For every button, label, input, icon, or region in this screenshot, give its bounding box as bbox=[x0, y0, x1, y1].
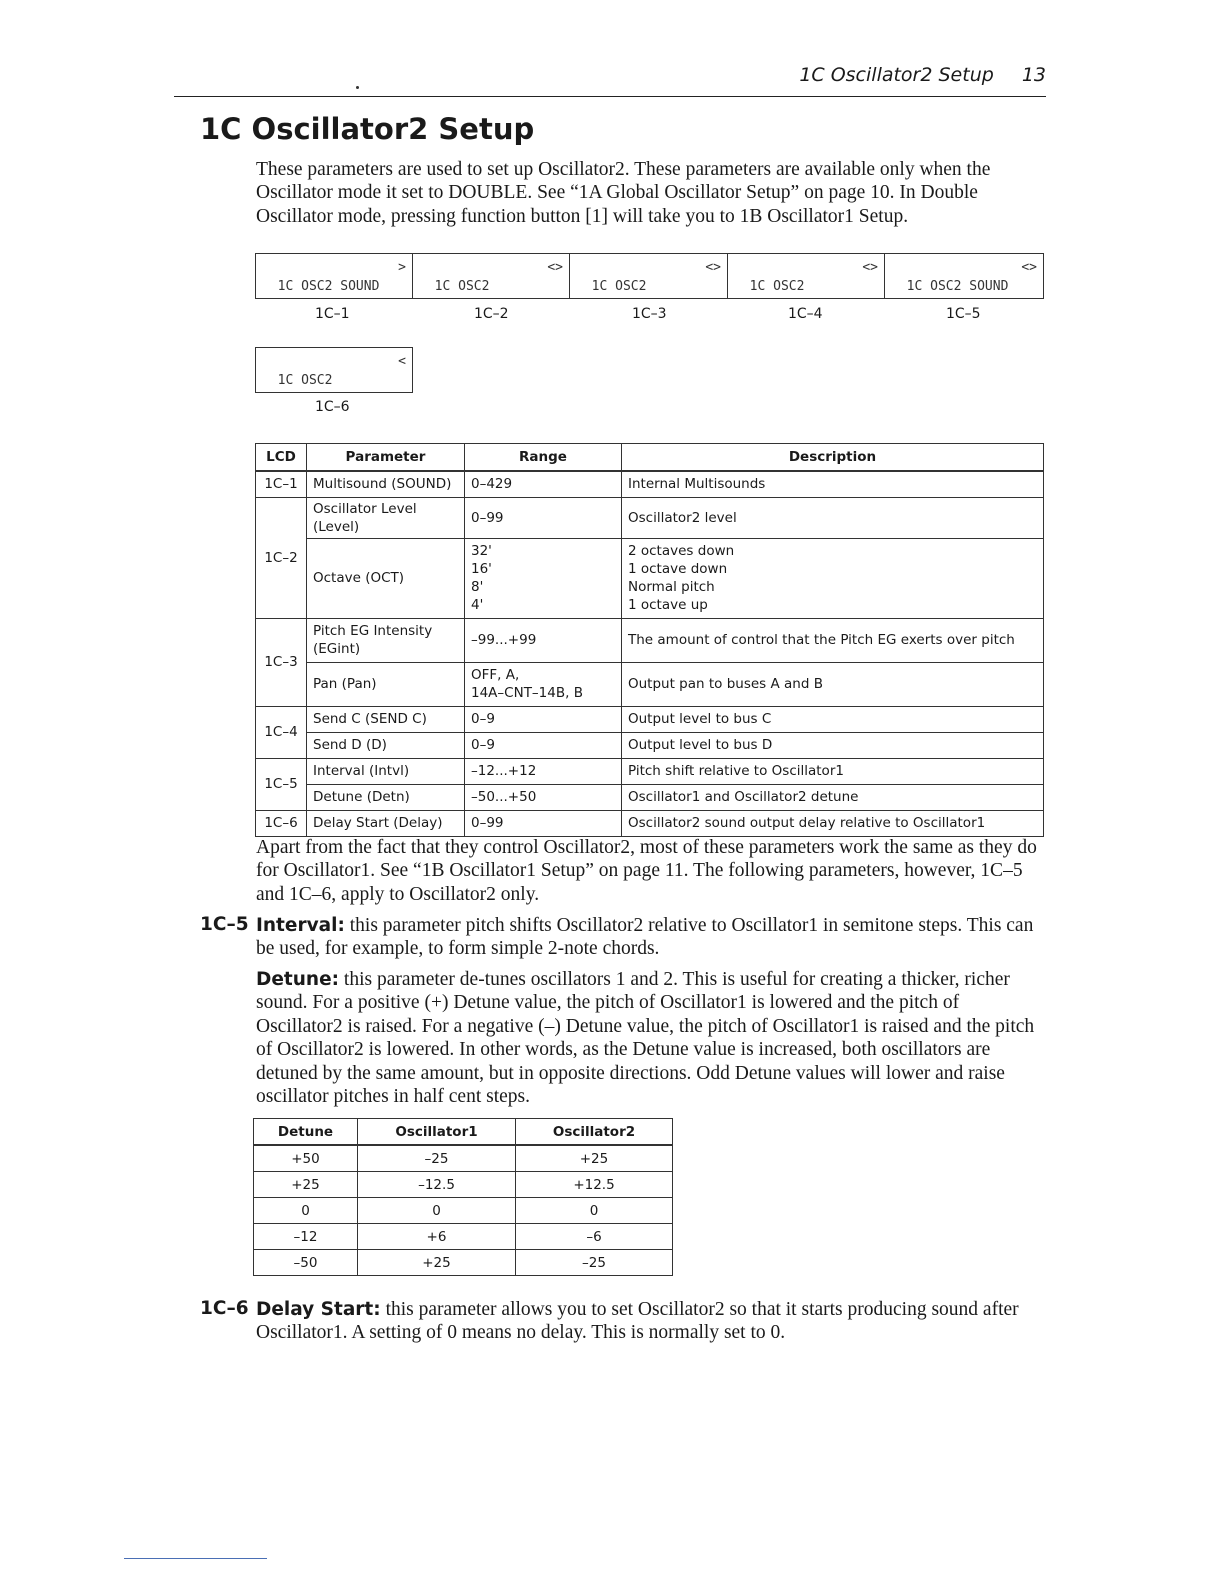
delay-paragraph bbox=[256, 1298, 1046, 1345]
lcd-line-2 bbox=[262, 392, 325, 393]
parameter-cell: Oscillator Level (Level) bbox=[307, 497, 465, 538]
table-row bbox=[256, 497, 1044, 538]
description-cell: Oscillator2 level bbox=[622, 497, 1044, 538]
lcd-arrow: <> bbox=[705, 260, 721, 275]
table-row bbox=[254, 1172, 673, 1198]
oscillator2-cell: +12.5 bbox=[516, 1172, 673, 1198]
range-cell: 0–9 bbox=[465, 706, 622, 732]
parameter-cell: Delay Start (Delay) bbox=[307, 810, 465, 836]
oscillator1-cell: +25 bbox=[358, 1250, 516, 1276]
delay-text: this parameter allows you to set Oscillator2 so that it starts producing sound after Oscillator1. A setting of 0 means no delay. This is normally set to 0. bbox=[256, 1299, 1019, 1344]
parameter-cell: Multisound (SOUND) bbox=[307, 471, 465, 497]
lcd-caption-1: 1C–1 bbox=[315, 306, 350, 322]
range-cell: –12...+12 bbox=[465, 758, 622, 784]
description-cell: Output level to bus D bbox=[622, 732, 1044, 758]
range-cell bbox=[465, 538, 622, 618]
parameter-cell: Send D (D) bbox=[307, 732, 465, 758]
detune-cell: 0 bbox=[254, 1198, 358, 1224]
lcd-caption-5: 1C–5 bbox=[946, 306, 981, 322]
lcd-arrow: <> bbox=[1021, 260, 1037, 275]
lcd-display-5 bbox=[884, 253, 1044, 299]
table-row bbox=[256, 618, 1044, 662]
lcd-line-2 bbox=[419, 298, 536, 299]
column-header: Parameter bbox=[307, 444, 465, 472]
lcd-arrow: < bbox=[398, 354, 406, 369]
lcd-line-1: 1C OSC2 bbox=[277, 373, 333, 388]
oscillator2-cell: +25 bbox=[516, 1145, 673, 1172]
page-number: 13 bbox=[1021, 64, 1046, 86]
oscillator2-cell: –25 bbox=[516, 1250, 673, 1276]
description-line: Normal pitch bbox=[628, 579, 715, 595]
parameter-table bbox=[255, 443, 1044, 837]
lcd-cell: 1C–3 bbox=[256, 618, 307, 706]
lcd-caption-3: 1C–3 bbox=[632, 306, 667, 322]
oscillator1-cell: –25 bbox=[358, 1145, 516, 1172]
parameter-cell: Octave (OCT) bbox=[307, 538, 465, 618]
table-row bbox=[256, 758, 1044, 784]
table-row bbox=[256, 662, 1044, 706]
table-row bbox=[256, 706, 1044, 732]
header-title: 1C Oscillator2 Setup bbox=[799, 64, 994, 86]
description-cell: Output pan to buses A and B bbox=[622, 662, 1044, 706]
column-header: Description bbox=[622, 444, 1044, 472]
lcd-line-2 bbox=[262, 298, 364, 299]
lcd-display-1 bbox=[255, 253, 413, 299]
table-header-row bbox=[254, 1119, 673, 1146]
lcd-arrow: <> bbox=[862, 260, 878, 275]
detune-cell: +25 bbox=[254, 1172, 358, 1198]
description-cell: Output level to bus C bbox=[622, 706, 1044, 732]
description-cell bbox=[622, 538, 1044, 618]
oscillator2-cell: 0 bbox=[516, 1198, 673, 1224]
description-cell: Oscillator2 sound output delay relative to Oscillator1 bbox=[622, 810, 1044, 836]
lcd-line-2 bbox=[576, 298, 701, 299]
lcd-cell: 1C–2 bbox=[256, 497, 307, 618]
parameter-cell: Pitch EG Intensity (EGint) bbox=[307, 618, 465, 662]
detune-term: Detune: bbox=[256, 969, 340, 990]
range-line: 16' bbox=[471, 561, 492, 577]
running-header bbox=[760, 64, 1046, 86]
footer-rule bbox=[124, 1558, 267, 1559]
column-header: Oscillator2 bbox=[516, 1119, 673, 1146]
description-line: 1 octave down bbox=[628, 561, 728, 577]
header-rule bbox=[174, 96, 1046, 97]
apart-paragraph: Apart from the fact that they control Oscillator2, most of these parameters work the same as they do for Oscillator1. See “1B Oscillator1 Setup” on page 11. The following parameters, however, 1C–5 and 1C–6, apply to Oscillator2 only. bbox=[256, 837, 1037, 905]
oscillator1-cell: +6 bbox=[358, 1224, 516, 1250]
parameter-cell: Interval (Intvl) bbox=[307, 758, 465, 784]
table-row bbox=[256, 471, 1044, 497]
detune-table bbox=[253, 1118, 673, 1276]
detune-cell: –50 bbox=[254, 1250, 358, 1276]
table-row bbox=[254, 1224, 673, 1250]
parameter-cell: Send C (SEND C) bbox=[307, 706, 465, 732]
interval-text: this parameter pitch shifts Oscillator2 relative to Oscillator1 in semitone steps. This can be used, for example, to form simple 2-note chords. bbox=[256, 915, 1034, 960]
lcd-arrow: > bbox=[398, 260, 406, 275]
lcd-line-1: 1C OSC2 bbox=[434, 279, 490, 294]
column-header: Range bbox=[465, 444, 622, 472]
lcd-line-1: 1C OSC2 bbox=[591, 279, 647, 294]
header-dot bbox=[356, 86, 359, 89]
range-cell: –50...+50 bbox=[465, 784, 622, 810]
table-header-row bbox=[256, 444, 1044, 472]
lcd-cell: 1C–4 bbox=[256, 706, 307, 758]
lcd-caption-6: 1C–6 bbox=[315, 399, 350, 415]
lcd-display-6 bbox=[255, 347, 413, 393]
table-row bbox=[256, 784, 1044, 810]
column-header: Detune bbox=[254, 1119, 358, 1146]
range-cell: 0–429 bbox=[465, 471, 622, 497]
lcd-display-4 bbox=[727, 253, 885, 299]
table-row bbox=[256, 810, 1044, 836]
detune-cell: –12 bbox=[254, 1224, 358, 1250]
description-line: 1 octave up bbox=[628, 597, 708, 613]
column-header: Oscillator1 bbox=[358, 1119, 516, 1146]
table-row bbox=[254, 1145, 673, 1172]
column-header: LCD bbox=[256, 444, 307, 472]
range-line: 14A–CNT–14B, B bbox=[471, 685, 583, 701]
range-line: 32' bbox=[471, 543, 492, 559]
lcd-cell: 1C–6 bbox=[256, 810, 307, 836]
lcd-line-1: 1C OSC2 SOUND bbox=[277, 279, 380, 294]
detune-cell: +50 bbox=[254, 1145, 358, 1172]
range-cell bbox=[465, 662, 622, 706]
oscillator1-cell: 0 bbox=[358, 1198, 516, 1224]
table-row bbox=[256, 538, 1044, 618]
delay-label: 1C–6 bbox=[200, 1298, 249, 1319]
interval-label: 1C–5 bbox=[200, 914, 249, 935]
lcd-line-2 bbox=[891, 298, 1016, 299]
parameter-cell: Pan (Pan) bbox=[307, 662, 465, 706]
lcd-line-2 bbox=[734, 298, 859, 299]
interval-paragraph bbox=[256, 914, 1046, 961]
lcd-cell: 1C–5 bbox=[256, 758, 307, 810]
description-line: 2 octaves down bbox=[628, 543, 735, 559]
detune-text: this parameter de-tunes oscillators 1 and 2. This is useful for creating a thicker, richer sound. For a positive (+) Detune value, the pitch of Oscillator1 is lowered and the pitch of Oscillator2 is raised. For a negative (–) Detune value, the pitch of Oscillator1 is raised and the pitch of Oscillator2 is lowered. In other words, as the Detune value is increased, both oscillators are detuned by the same amount, but in opposite directions. Odd Detune values will lower and raise oscillator pitches in half cent steps. bbox=[256, 969, 1035, 1108]
lcd-arrow: <> bbox=[547, 260, 563, 275]
oscillator2-cell: –6 bbox=[516, 1224, 673, 1250]
range-cell: 0–99 bbox=[465, 497, 622, 538]
table-row bbox=[254, 1198, 673, 1224]
lcd-display-3 bbox=[569, 253, 728, 299]
lcd-line-1: 1C OSC2 bbox=[749, 279, 805, 294]
intro-paragraph: These parameters are used to set up Oscillator2. These parameters are available only when the Oscillator mode it set to DOUBLE. See “1A Global Oscillator Setup” on page 10. In Double Oscillator mode, pressing function button [1] will take you to 1B Oscillator1 Setup. bbox=[256, 159, 991, 227]
range-line: 4' bbox=[471, 597, 484, 613]
lcd-display-2 bbox=[412, 253, 570, 299]
range-cell: –99...+99 bbox=[465, 618, 622, 662]
lcd-line-1: 1C OSC2 SOUND bbox=[906, 279, 1009, 294]
parameter-cell: Detune (Detn) bbox=[307, 784, 465, 810]
range-cell: 0–99 bbox=[465, 810, 622, 836]
oscillator1-cell: –12.5 bbox=[358, 1172, 516, 1198]
table-row bbox=[256, 732, 1044, 758]
range-line: OFF, A, bbox=[471, 667, 520, 683]
description-cell: Internal Multisounds bbox=[622, 471, 1044, 497]
table-row bbox=[254, 1250, 673, 1276]
range-cell: 0–9 bbox=[465, 732, 622, 758]
lcd-caption-2: 1C–2 bbox=[474, 306, 509, 322]
description-cell: The amount of control that the Pitch EG exerts over pitch bbox=[622, 618, 1044, 662]
section-title: 1C Oscillator2 Setup bbox=[200, 112, 535, 146]
detune-paragraph bbox=[256, 968, 1046, 1108]
interval-term: Interval: bbox=[256, 915, 345, 936]
lcd-cell: 1C–1 bbox=[256, 471, 307, 497]
lcd-caption-4: 1C–4 bbox=[788, 306, 823, 322]
description-cell: Oscillator1 and Oscillator2 detune bbox=[622, 784, 1044, 810]
range-line: 8' bbox=[471, 579, 484, 595]
description-cell: Pitch shift relative to Oscillator1 bbox=[622, 758, 1044, 784]
delay-term: Delay Start: bbox=[256, 1299, 381, 1320]
